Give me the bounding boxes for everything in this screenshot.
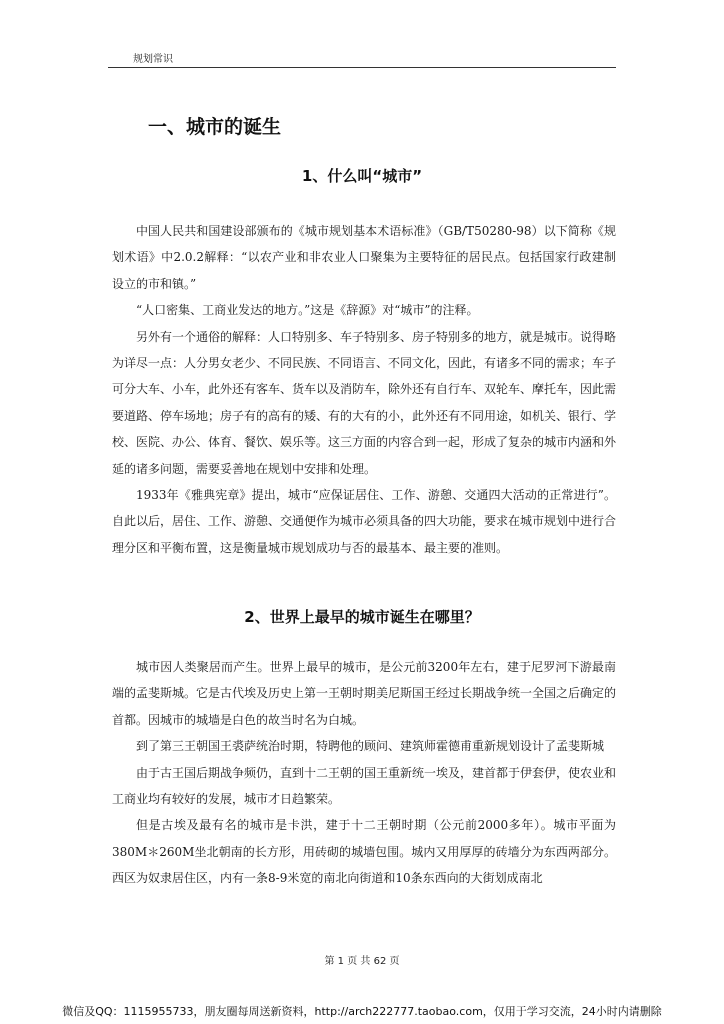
footer-watermark-note: 微信及QQ：1115955733，朋友圈每周送新资料，http://arch222777.taobao.com，仅用于学习交流，24小时内请删除 (62, 1005, 662, 1018)
paragraph: 城市因人类聚居而产生。世界上最早的城市，是公元前3200年左右，建于尼罗河下游最南端的孟斐斯城。它是古代埃及历史上第一王朝时期美尼斯国王经过长期战争统一全国之后确定的首都。因城市的城墙是白色的故当时名为白城。 (112, 660, 617, 727)
paragraph: “人口密集、工商业发达的地方。”这是《辞源》对“城市”的注释。 (136, 303, 479, 318)
section-title-1: 1、什么叫“城市” (301, 167, 423, 185)
page-number: 第 1 页 共 62 页 (324, 956, 400, 967)
paragraph: 但是古埃及最有名的城市是卡洪，建于十二王朝时期（公元前2000多年）。城市平面为380M＊260M坐北朝南的长方形，用砖砌的城墙包围。城内又用厚厚的砖墙分为东西两部分。西区为奴隶居住区，内有一条8-9米宽的南北向街道和10条东西向的大街划成南北 (112, 818, 616, 886)
paragraph: 1933年《雅典宪章》提出，城市“应保证居住、工作、游憩、交通四大活动的正常进行”。自此以后，居住、工作、游憩、交通便作为城市必须具备的四大功能，要求在城市规划中进行合理分区和平衡布置，这是衡量城市规划成功与否的最基本、最主要的准则。 (112, 488, 617, 555)
header-divider (108, 67, 616, 68)
section-body-2 (112, 654, 616, 892)
paragraph: 中国人民共和国建设部颁布的《城市规划基本术语标准》（GB/T50280-98）以下简称《规划术语》中2.0.2解释：“以农产业和非农业人口聚集为主要特征的居民点。包括国家行政建制设立的市和镇。” (112, 224, 616, 291)
section-body-1 (112, 218, 616, 561)
paragraph: 另外有一个通俗的解释：人口特别多、车子特别多、房子特别多的地方，就是城市。说得略为详尽一点：人分男女老少、不同民族、不同语言、不同文化，因此，有诸多不同的需求；车子可分大车、小车，此外还有客车、货车以及消防车，除外还有自行车、双轮车、摩托车，因此需要道路、停车场地；房子有的高有的矮、有的大有的小，此外还有不同用途，如机关、银行、学校、医院、办公、体育、餐饮、娱乐等。这三方面的内容合到一起，形成了复杂的城市内涵和外延的诸多问题，需要妥善地在规划中安排和处理。 (112, 329, 617, 476)
chapter-title: 一、城市的诞生 (148, 116, 282, 138)
section-title-2: 2、世界上最早的城市诞生在哪里？ (244, 608, 480, 626)
running-header: 规划常识 (133, 54, 173, 65)
paragraph: 到了第三王朝国王裘萨统治时期，特聘他的顾问、建筑师霍德甫重新规划设计了孟斐斯城 (136, 739, 605, 754)
paragraph: 由于古王国后期战争频仍，直到十二王朝的国王重新统一埃及，建首都于伊套伊，使农业和工商业均有较好的发展，城市才日趋繁荣。 (112, 765, 617, 807)
